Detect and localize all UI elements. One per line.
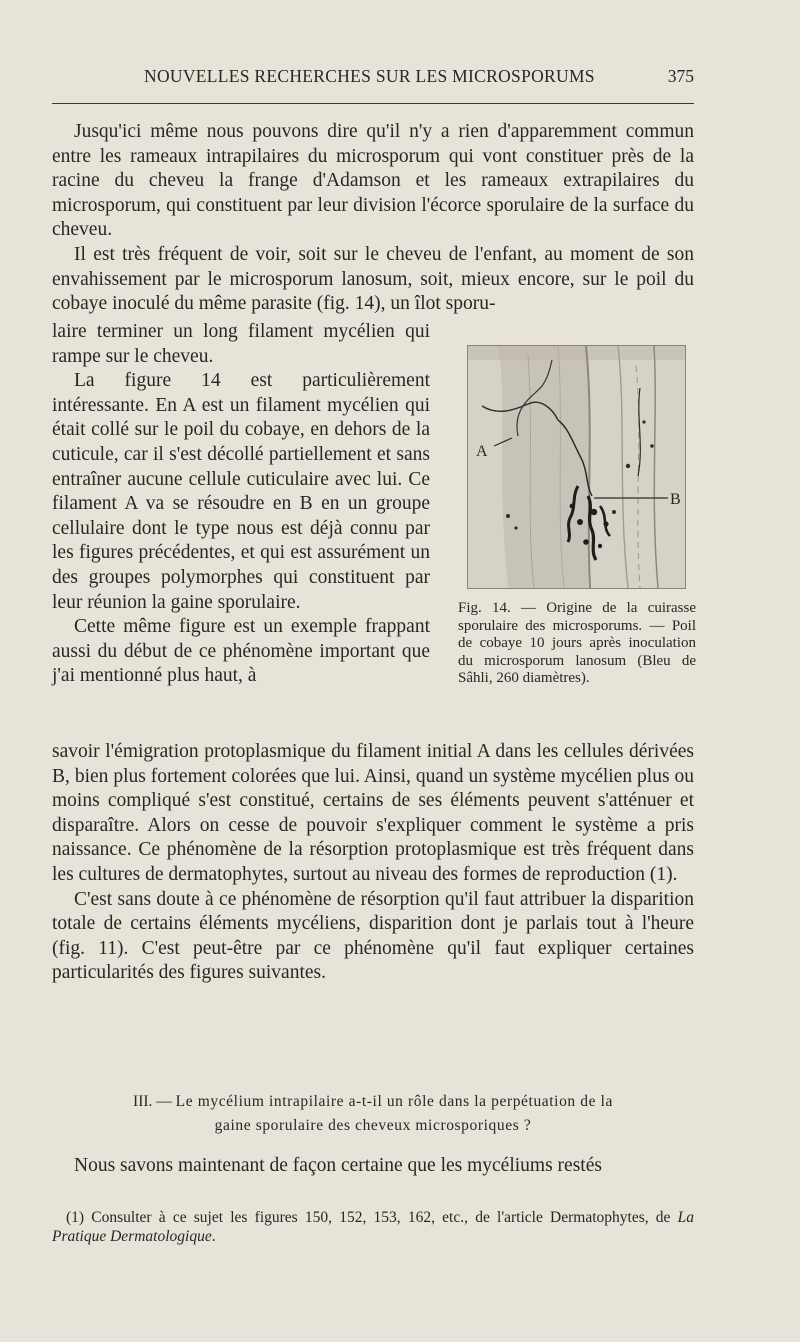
paragraph-4-start: Cette même figure est un exemple frappant aussi du début de ce phénomène important que j'ai mentionné plus haut, à xyxy=(52,616,430,687)
paragraph-4-continued: savoir l'émigration protoplasmique du filament initial A dans les cellules dérivées B, bien plus fortement colorées que lui. Ainsi, quand un système mycélien plus ou moins compliqué s'est constitué, certains de ses éléments peuvent s'atténuer et disparaître. Alors on cesse de pouvoir s'expliquer comment le système a pris naissance. Ce phénomène de la résorption protoplasmique est très fréquent dans les cultures de dermatophytes, surtout au niveau des formes de reproduction (1). xyxy=(52,741,694,885)
paragraph-6: Nous savons maintenant de façon certaine que les mycéliums restés xyxy=(74,1155,602,1176)
text-block-section xyxy=(52,1154,694,1179)
running-head: NOUVELLES RECHERCHES SUR LES MICROSPORUMS xyxy=(144,66,595,86)
micrograph-illustration xyxy=(468,346,685,588)
footnote-end: . xyxy=(211,1228,216,1245)
figure-label-a: A xyxy=(476,443,488,460)
figure-caption: Fig. 14. — Origine de la cuirasse sporulaire des microsporums. — Poil de cobaye 10 jours après inoculation du microsporum lanosum (Bleu de Sâhli, 260 diamètres). xyxy=(458,600,696,687)
footnote xyxy=(52,1208,694,1246)
footnote-work-title: La Pratique Dermatologique xyxy=(52,1209,694,1245)
text-block-top xyxy=(52,120,694,317)
paragraph-5: C'est sans doute à ce phénomène de résorption qu'il faut attribuer la disparition totale de certains éléments mycéliens, disparition dont je parlais tout à l'heure (fig. 11). C'est peut-être par ce phénomène qu'il faut expliquer certaines particularités des figures suivantes. xyxy=(52,888,694,984)
paragraph-3: La figure 14 est particulièrement intéressante. En A est un filament mycélien qui était collé sur le poil du cobaye, en dehors de la cuticule, car il s'est décollé partiellement et sans entraîner aucune cellule cuticulaire avec lui. Ce filament A va se résoudre en B en un groupe cellulaire dont le type nous est déjà connu par les figures précédentes, et qui est assurément un des groupes polymorphes qui constituent par leur réunion la gaine sporulaire. xyxy=(52,370,430,613)
section-title-line-1: Le mycélium intrapilaire a-t-il un rôle dans la perpétuation de la xyxy=(175,1093,613,1110)
text-block-bottom xyxy=(52,740,694,986)
footnote-text: (1) Consulter à ce sujet les figures 150, 152, 153, 162, etc., de l'article Dermatophytes, de xyxy=(66,1209,678,1226)
figure-label-b: B xyxy=(670,491,681,508)
paragraph-1: Jusqu'ici même nous pouvons dire qu'il n'y a rien d'apparemment commun entre les rameaux intrapilaires du microsporum qui vont constituer près de la racine du cheveu la frange d'Adamson et les rameaux extrapilaires du microsporum, qui constituent par leur division l'écorce sporulaire de la surface du cheveu. xyxy=(52,121,694,241)
figure-14-micrograph xyxy=(467,345,686,589)
paragraph-2-start: Il est très fréquent de voir, soit sur le cheveu de l'enfant, au moment de son envahissement par le microsporum lanosum, soit, mieux encore, sur le poil du cobaye inoculé du même parasite (fig. 14), un îlot sporu- xyxy=(52,243,694,315)
section-numeral: III. — xyxy=(133,1093,176,1110)
paragraph-2-continued: laire terminer un long filament mycélien qui rampe sur le cheveu. xyxy=(52,321,430,367)
text-block-beside-figure xyxy=(52,320,430,689)
page-number: 375 xyxy=(667,66,694,86)
section-title-line-2: gaine sporulaire des cheveux microsporiques ? xyxy=(214,1117,532,1134)
page-header xyxy=(52,62,694,92)
section-heading xyxy=(52,1090,694,1138)
header-rule xyxy=(52,103,694,104)
